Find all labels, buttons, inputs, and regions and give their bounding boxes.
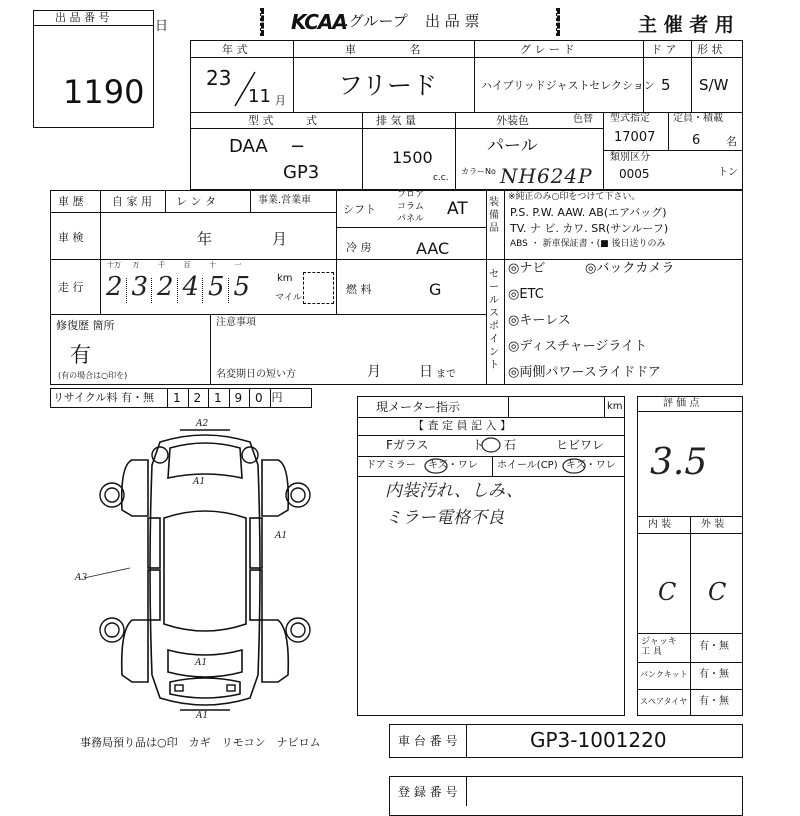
accessory-spare-label: スペアタイヤ bbox=[640, 697, 688, 706]
exterior-color-label: 外装色 bbox=[496, 114, 529, 127]
recycle-unit: 円 bbox=[271, 391, 283, 404]
shift-label: シフト bbox=[343, 203, 376, 216]
name-change-until: まで bbox=[436, 369, 456, 380]
name-label: 車 名 bbox=[345, 43, 421, 56]
equipment-line1: P.S. P.W. AAW. AB(エアバッグ) bbox=[510, 206, 667, 219]
accessory-kit-label: パンクキット bbox=[640, 670, 688, 679]
to-label: ト bbox=[472, 438, 485, 452]
cc-unit: c.c. bbox=[433, 173, 449, 183]
lot-number-label: 出 品 番 号 bbox=[55, 11, 110, 24]
chassis-label: 車 台 番 号 bbox=[398, 734, 458, 748]
km-unit: km bbox=[277, 273, 293, 284]
circle-mark bbox=[480, 436, 502, 454]
handwritten-note-2: ミラー電格不良 bbox=[385, 508, 504, 528]
name-change-day: 日 bbox=[419, 364, 433, 380]
model-month: 11 bbox=[248, 86, 271, 107]
vehicle-grade: ハイブリッドジャストセレクション bbox=[481, 79, 655, 92]
sales-points-label: セールスポイント bbox=[489, 269, 499, 371]
damage-mark: A1 bbox=[196, 711, 209, 721]
mileage-digit: 2 bbox=[106, 272, 123, 302]
mileage-digit-label: 万 bbox=[132, 261, 140, 269]
door-mirror-opts: キズ・ワレ bbox=[428, 460, 478, 471]
wheel-label: ホイール(CP) bbox=[497, 460, 558, 471]
ac-label: 冷 房 bbox=[346, 241, 372, 254]
history-private: 自 家 用 bbox=[112, 195, 152, 208]
name-change-label: 名変期日の短い方 bbox=[216, 369, 296, 380]
type-designation-label: 型式指定 bbox=[610, 113, 650, 124]
repair-note: (有の場合は○印を) bbox=[58, 371, 128, 380]
lot-number: 1190 bbox=[63, 73, 145, 111]
accessory-spare-value: 有・無 bbox=[699, 696, 729, 707]
mileage-digit: 3 bbox=[131, 272, 149, 302]
lot-fragment: 日 bbox=[155, 19, 169, 34]
equipment-label: 装備品 bbox=[489, 197, 499, 234]
exterior-label: 外 装 bbox=[701, 519, 725, 530]
inspector-header: 【 査 定 員 記 入 】 bbox=[413, 419, 511, 432]
meter-km: km bbox=[607, 401, 623, 412]
type-designation-value: 17007 bbox=[614, 130, 656, 145]
mileage-digit-label: 千 bbox=[158, 261, 165, 269]
shaken-label: 車 検 bbox=[58, 231, 84, 244]
damage-mark: A1 bbox=[275, 531, 288, 541]
exterior-color-value: パール bbox=[487, 136, 538, 156]
mileage-digit: 5 bbox=[208, 272, 225, 302]
ac-value: AAC bbox=[416, 239, 450, 258]
year-model-label: 年 式 bbox=[222, 43, 248, 56]
ton-unit: トン bbox=[718, 167, 738, 178]
handwritten-note-1: 内装汚れ、しみ、 bbox=[385, 481, 524, 501]
equipment-note: ※純正のみ○印をつけて下さい。 bbox=[508, 192, 641, 202]
history-rental: レ ン タ bbox=[176, 195, 216, 208]
model-year: 23 bbox=[206, 66, 232, 90]
hibiware-label: ヒビワレ bbox=[556, 438, 605, 452]
month-unit: 月 bbox=[275, 94, 286, 107]
sales-point-2: ◎バックカメラ bbox=[585, 261, 675, 276]
meter-label: 現メーター指示 bbox=[376, 400, 461, 414]
mileage-digit: 5 bbox=[233, 272, 251, 302]
fuel-value: G bbox=[429, 280, 442, 299]
repair-value: 有 bbox=[70, 343, 91, 367]
capacity-label: 定員・積載 bbox=[673, 113, 723, 124]
equipment-line2: TV. ナ ビ. カワ. SR(サンルーフ) bbox=[510, 222, 669, 235]
recycle-digit: 1 bbox=[173, 391, 181, 405]
category-value: 0005 bbox=[619, 167, 650, 181]
damage-mark: A2 bbox=[196, 419, 209, 429]
color-code-label: カラーNo bbox=[461, 167, 496, 176]
doors-label: ド ア bbox=[651, 43, 677, 56]
organizer-label: 主 催 者 用 bbox=[638, 14, 734, 36]
repair-label: 修復歴 箇所 bbox=[56, 319, 115, 332]
damage-mark: A1 bbox=[193, 477, 206, 487]
fuel-label: 燃 料 bbox=[346, 283, 372, 296]
shaken-year: 年 bbox=[197, 230, 213, 248]
body-type-label: 形 状 bbox=[697, 43, 723, 56]
mile-unit: マイル bbox=[275, 293, 302, 303]
color-change-label: 色替 bbox=[573, 114, 593, 125]
mileage-digit: 4 bbox=[182, 272, 200, 302]
model-type-label: 型 式 bbox=[248, 114, 274, 127]
recycle-digit: 0 bbox=[255, 391, 263, 405]
fglass-label: Fガラス bbox=[386, 438, 429, 452]
model-dash: − bbox=[290, 136, 306, 157]
vehicle-name: フリード bbox=[338, 71, 438, 100]
mirror-circle-mark bbox=[424, 458, 448, 474]
mileage-digit: 2 bbox=[157, 272, 174, 302]
wheel-circle-mark bbox=[562, 458, 586, 474]
score-value: 3.5 bbox=[650, 442, 708, 483]
exterior-grade: C bbox=[708, 578, 727, 606]
mileage-digit-label: 百 bbox=[183, 261, 191, 269]
sheet-title: 出 品 票 bbox=[425, 12, 480, 30]
interior-label: 内 装 bbox=[648, 519, 672, 530]
history-label: 車 歴 bbox=[58, 195, 84, 208]
model-type-label2: 式 bbox=[306, 114, 317, 127]
interior-grade: C bbox=[658, 578, 677, 606]
equipment-line3: ABS ・ 新車保証書・(■ 後日送りのみ bbox=[510, 239, 666, 249]
vehicle-doors: 5 bbox=[661, 76, 671, 94]
grade-label: グ レ ー ド bbox=[520, 43, 575, 56]
model-code: GP3 bbox=[283, 162, 320, 183]
recycle-digit: 2 bbox=[193, 391, 202, 405]
sales-point-5: ◎ディスチャージライト bbox=[508, 339, 648, 354]
name-change-month: 月 bbox=[367, 364, 381, 380]
sales-point-6: ◎両側パワースライドドア bbox=[508, 365, 661, 380]
sales-point-4: ◎キーレス bbox=[508, 313, 571, 328]
model-prefix: DAA bbox=[229, 136, 268, 157]
shift-opt-column: コラム bbox=[397, 202, 424, 212]
registration-label: 登 録 番 号 bbox=[398, 785, 458, 799]
sales-point-3: ◎ETC bbox=[508, 287, 544, 302]
mileage-digit-label: 一 bbox=[234, 261, 242, 269]
mileage-label: 走 行 bbox=[58, 281, 84, 294]
ishi-label: 石 bbox=[504, 438, 517, 452]
recycle-digit: 1 bbox=[214, 391, 222, 405]
sales-point-1: ◎ナビ bbox=[508, 261, 546, 276]
damage-mark: A1 bbox=[195, 658, 208, 668]
capacity-value: 6 bbox=[692, 133, 701, 148]
brand-logo: KCAA bbox=[291, 10, 347, 34]
notes-label: 注意事項 bbox=[216, 317, 256, 328]
mile-box bbox=[303, 272, 334, 304]
accessory-kit-value: 有・無 bbox=[699, 669, 729, 680]
capacity-unit: 名 bbox=[726, 135, 737, 148]
recycle-digit: 9 bbox=[234, 391, 243, 405]
color-code-value: NH624P bbox=[500, 164, 593, 188]
chassis-number: GP3-1001220 bbox=[530, 728, 667, 752]
displacement-label: 排 気 量 bbox=[376, 114, 416, 127]
office-items: 事務局預り品は○印 カギ リモコン ナビロム bbox=[80, 736, 321, 749]
shift-opt-floor: フロア bbox=[397, 190, 425, 200]
vehicle-body: S/W bbox=[699, 76, 729, 94]
shaken-month: 月 bbox=[272, 230, 288, 248]
shift-opt-panel: パネル bbox=[397, 214, 425, 224]
category-label: 類別区分 bbox=[610, 152, 650, 163]
mileage-digit-label: 十 bbox=[209, 261, 216, 269]
mileage-digit-label: 十万 bbox=[107, 261, 121, 269]
door-mirror-label: ドアミラー bbox=[366, 460, 416, 471]
damage-mark: A3 bbox=[75, 573, 88, 583]
accessory-jack-label: ジャッキ 工 具 bbox=[641, 637, 677, 657]
wheel-opts: キズ・ワレ bbox=[566, 460, 616, 471]
recycle-label: リサイクル料 有・無 bbox=[53, 391, 154, 404]
shift-value: AT bbox=[447, 199, 468, 219]
car-diagram bbox=[75, 419, 320, 721]
accessory-jack-value: 有・無 bbox=[699, 641, 729, 652]
group-label: .グループ bbox=[344, 12, 408, 30]
score-label: 評 価 点 bbox=[663, 398, 700, 409]
displacement-value: 1500 bbox=[392, 148, 433, 167]
history-commercial: 事業.営業車 bbox=[258, 195, 312, 206]
